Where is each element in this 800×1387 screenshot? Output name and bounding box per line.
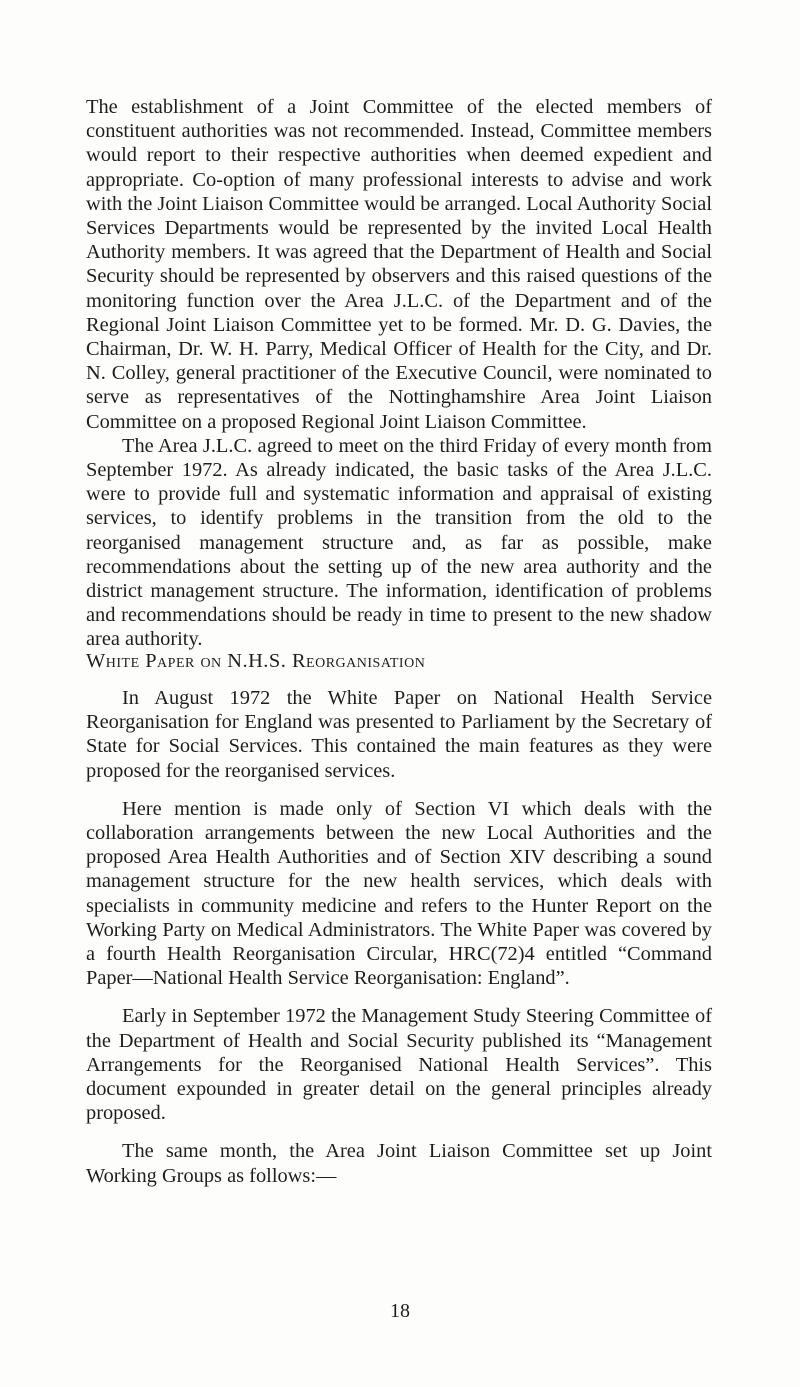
paragraph-area-jlc-meetings: The Area J.L.C. agreed to meet on the third Friday of every month from September 1972. As already indicated, the basic tasks of the Area J.L.C. were to provide full and systematic information and appraisal of existing services, to identify problems in the transition from the old to the reorganised management structure and, as far as possible, make recommendations about the setting up of the new area authority and the district management structure. The information, identification of problems and recommendations should be ready in time to present to the new shadow area authority. [86, 434, 712, 651]
paragraph-management-study: Early in September 1972 the Management Study Steering Committee of the Department of Health and Social Security published its “Management Arrangements for the Reorganised National Health Services”. This document expounded in greater detail on the general principles already proposed. [86, 1005, 712, 1125]
body-text-bottom [86, 686, 712, 1188]
paragraph-white-paper: In August 1972 the White Paper on National Health Service Reorganisation for England was presented to Parliament by the Secretary of State for Social Services. This contained the main features as they were proposed for the reorganised services. [86, 687, 712, 782]
page-number: 18 [390, 1300, 410, 1322]
section-heading: White Paper on N.H.S. Reorganisation [86, 650, 426, 672]
paragraph-section-vi: Here mention is made only of Section VI which deals with the collaboration arrangements between the new Local Authorities and the proposed Area Health Authorities and of Section XIV describing a sound management structure for the new health services, which deals with specialists in community medicine and refers to the Hunter Report on the Working Party on Medical Administrators. The White Paper was covered by a fourth Health Reorganisation Circular, HRC(72)4 entitled “Command Paper—National Health Service Reorganisation: England”. [86, 797, 712, 990]
paragraph-joint-committee: The establishment of a Joint Committee of the elected members of constituent authorities was not recommended. Instead, Committee members would report to their respective authorities when deemed expedient and appropriate. Co-option of many professional interests to advise and work with the Joint Liaison Committee would be arranged. Local Authority Social Services Departments would be represented by the invited Local Health Authority members. It was agreed that the Department of Health and Social Security should be represented by observers and this raised questions of the monitoring function over the Area J.L.C. of the Department and of the Regional Joint Liaison Committee yet to be formed. Mr. D. G. Davies, the Chairman, Dr. W. H. Parry, Medical Officer of Health for the City, and Dr. N. Colley, general practitioner of the Executive Council, were nominated to serve as representatives of the Nottinghamshire Area Joint Liaison Committee on a proposed Regional Joint Liaison Committee. [86, 96, 712, 433]
paragraph-working-groups: The same month, the Area Joint Liaison Committee set up Joint Working Groups as follows:— [86, 1140, 712, 1187]
body-text-top [86, 95, 712, 652]
